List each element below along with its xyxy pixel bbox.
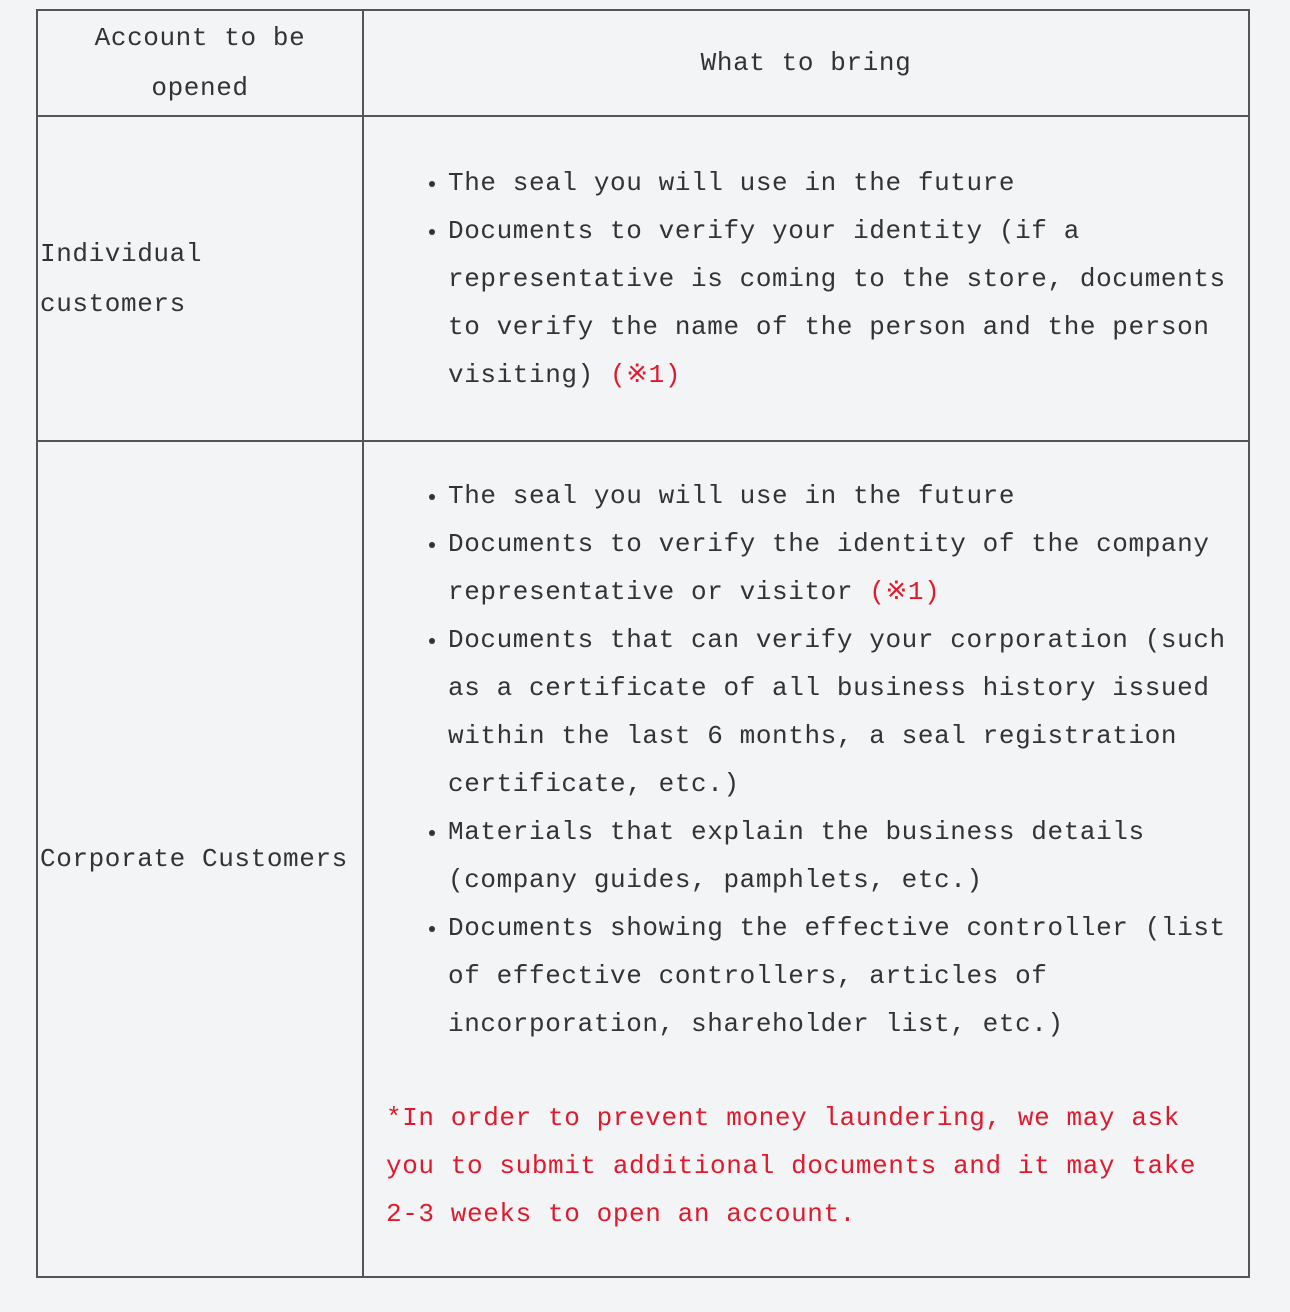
row-label-corporate-customers: Corporate Customers bbox=[37, 441, 363, 1277]
row-label-individual-customers: Individual customers bbox=[37, 116, 363, 441]
list-item bbox=[448, 808, 1230, 904]
table-row-individual bbox=[37, 116, 1249, 441]
list-item bbox=[448, 159, 1230, 207]
list-item-text: The seal you will use in the future bbox=[448, 167, 1016, 198]
corporate-requirements-list bbox=[386, 472, 1230, 1048]
header-what-to-bring: What to bring bbox=[363, 10, 1249, 116]
header-account-to-be-opened: Account to be opened bbox=[37, 10, 363, 116]
list-item bbox=[448, 904, 1230, 1048]
list-item-text: Documents to verify your identity (if a representative is coming to the store, documents to verify the name of the person and the person visiting) bbox=[448, 215, 1226, 390]
list-item-text: Materials that explain the business details (company guides, pamphlets, etc.) bbox=[448, 817, 1145, 895]
individual-requirements-cell bbox=[363, 116, 1249, 441]
list-item bbox=[448, 616, 1230, 808]
list-item-text: Documents to verify the identity of the company representative or visitor bbox=[448, 529, 1210, 607]
list-item bbox=[448, 520, 1230, 616]
list-item bbox=[448, 472, 1230, 520]
list-item bbox=[448, 207, 1230, 399]
corporate-requirements-cell bbox=[363, 441, 1249, 1277]
table-header-row bbox=[37, 10, 1249, 116]
requirements-table-wrapper bbox=[36, 9, 1248, 1278]
footnote-mark: (※1) bbox=[869, 577, 941, 607]
list-item-text: The seal you will use in the future bbox=[448, 481, 1016, 511]
footnote-mark: (※1) bbox=[610, 359, 682, 390]
list-item-text: Documents that can verify your corporation (such as a certificate of all business history issued within the last 6 months, a seal registration certificate, etc.) bbox=[448, 625, 1226, 799]
money-laundering-note: *In order to prevent money laundering, we may ask you to submit additional documents and it may take 2-3 weeks to open an account. bbox=[386, 1103, 1197, 1229]
list-item-text: Documents showing the effective controller (list of effective controllers, articles of incorporation, shareholder list, etc.) bbox=[448, 913, 1226, 1039]
requirements-table bbox=[36, 9, 1250, 1278]
individual-requirements-list bbox=[386, 159, 1230, 399]
table-row-corporate bbox=[37, 441, 1249, 1277]
